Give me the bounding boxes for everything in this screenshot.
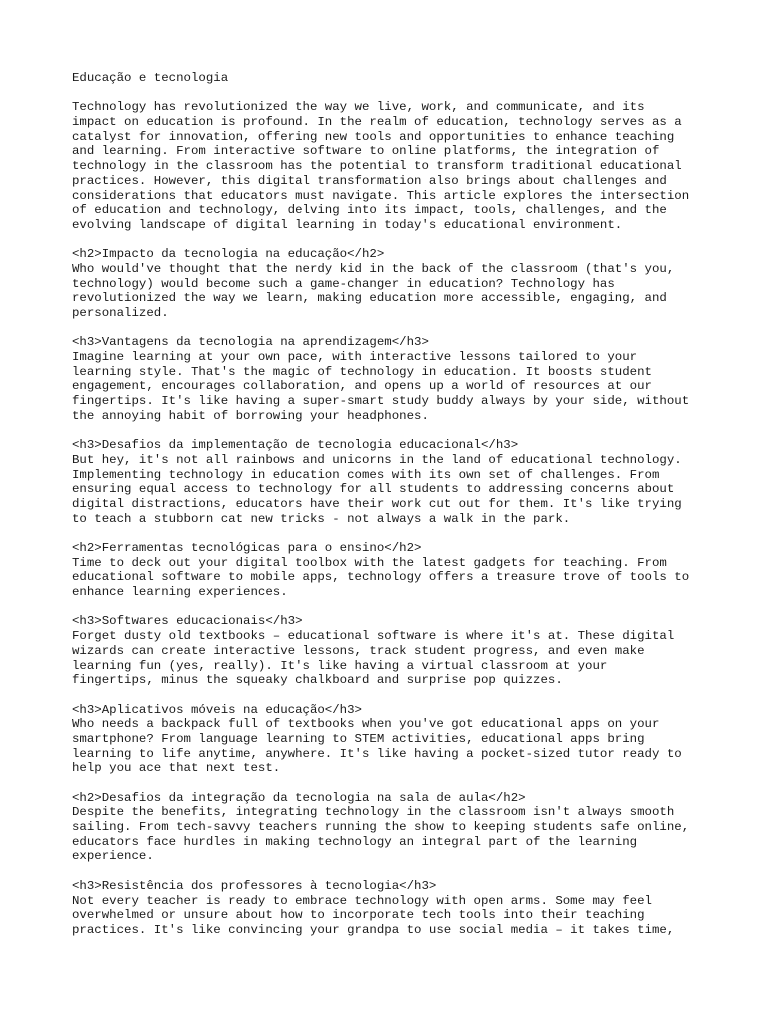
section-heading: <h3>Softwares educacionais</h3> [72,614,303,629]
text-line: engagement, encourages collaboration, and opens up a world of resources at our [72,379,652,394]
paragraph-softwares [72,614,712,687]
text-line: educators face hurdles in making technology an integral part of the learning [72,834,638,849]
paragraph-intro [72,100,712,232]
section-heading: <h3>Vantagens da tecnologia na aprendizagem</h3> [72,335,429,350]
document-page [72,71,712,952]
text-line: Time to deck out your digital toolbox with the latest gadgets for teaching. From [72,555,667,570]
paragraph-ferramentas [72,541,712,600]
text-line: fingertips, minus the squeaky chalkboard and surprise pop quizzes. [72,673,563,688]
text-line: technology) would become such a game-changer in education? Technology has [72,276,615,291]
text-line: practices. It's like convincing your grandpa to use social media – it takes time, [72,922,675,937]
text-line: wizards can create interactive lessons, track student progress, and even make [72,643,645,658]
text-line: considerations that educators must navigate. This article explores the intersection [72,188,690,203]
paragraph-aplicativos [72,703,712,776]
text-line: overwhelmed or unsure about how to incorporate tech tools into their teaching [72,908,645,923]
text-line: But hey, it's not all rainbows and unicorns in the land of educational technology. [72,452,682,467]
text-line: Despite the benefits, integrating technology in the classroom isn't always smooth [72,805,675,820]
text-line: smartphone? From language learning to STEM activities, educational apps bring [72,731,645,746]
text-line: enhance learning experiences. [72,585,288,600]
paragraph-impacto [72,247,712,320]
text-line: to teach a stubborn cat new tricks - not always a walk in the park. [72,511,571,526]
paragraph-resistencia [72,879,712,938]
paragraph-vantagens [72,335,712,423]
text-line: ensuring equal access to technology for all students to addressing concerns about [72,482,675,497]
text-line: practices. However, this digital transformation also brings about challenges and [72,173,667,188]
paragraph-desafios-integracao [72,791,712,864]
text-line: evolving landscape of digital learning in today's educational environment. [72,217,623,232]
text-line: Imagine learning at your own pace, with interactive lessons tailored to your [72,350,638,365]
text-line: educational software to mobile apps, technology offers a treasure trove of tools to [72,570,690,585]
document-title: Educação e tecnologia [72,71,229,85]
text-line: Not every teacher is ready to embrace technology with open arms. Some may feel [72,893,652,908]
text-line: the annoying habit of borrowing your headphones. [72,408,429,423]
text-line: fingertips. It's like having a super-smart study buddy always by your side, without [72,394,690,409]
section-heading: <h3>Aplicativos móveis na educação</h3> [72,702,362,717]
section-heading: <h2>Ferramentas tecnológicas para o ensino</h2> [72,541,422,556]
text-line: Technology has revolutionized the way we live, work, and communicate, and its [72,100,645,115]
text-line: help you ace that next test. [72,761,281,776]
text-line: Implementing technology in education comes with its own set of challenges. From [72,467,660,482]
text-line: learning to life anytime, anywhere. It's like having a pocket-sized tutor ready to [72,746,682,761]
text-line: personalized. [72,306,169,321]
text-line: Who would've thought that the nerdy kid in the back of the classroom (that's you, [72,261,675,276]
section-heading: <h3>Resistência dos professores à tecnologia</h3> [72,878,437,893]
text-line: of education and technology, delving into its impact, tools, challenges, and the [72,203,667,218]
text-line: experience. [72,849,154,864]
text-line: and learning. From interactive software to online platforms, the integration of [72,144,660,159]
section-heading: <h2>Desafios da integração da tecnologia na sala de aula</h2> [72,790,526,805]
text-line: learning fun (yes, really). It's like having a virtual classroom at your [72,658,608,673]
text-line: Who needs a backpack full of textbooks when you've got educational apps on your [72,717,660,732]
text-line: sailing. From tech-savvy teachers running the show to keeping students safe online, [72,820,690,835]
text-line: revolutionized the way we learn, making education more accessible, engaging, and [72,291,667,306]
text-line: learning style. That's the magic of technology in education. It boosts student [72,364,652,379]
paragraph-desafios-implementacao [72,438,712,526]
section-heading: <h2>Impacto da tecnologia na educação</h2> [72,247,385,262]
text-line: technology in the classroom has the potential to transform traditional educational [72,159,682,174]
text-line: impact on education is profound. In the realm of education, technology serves as a [72,115,682,130]
text-line: catalyst for innovation, offering new tools and opportunities to enhance teaching [72,129,675,144]
text-line: Forget dusty old textbooks – educational software is where it's at. These digital [72,629,675,644]
section-heading: <h3>Desafios da implementação de tecnologia educacional</h3> [72,438,519,453]
text-line: digital distractions, educators have their work cut out for them. It's like trying [72,496,682,511]
